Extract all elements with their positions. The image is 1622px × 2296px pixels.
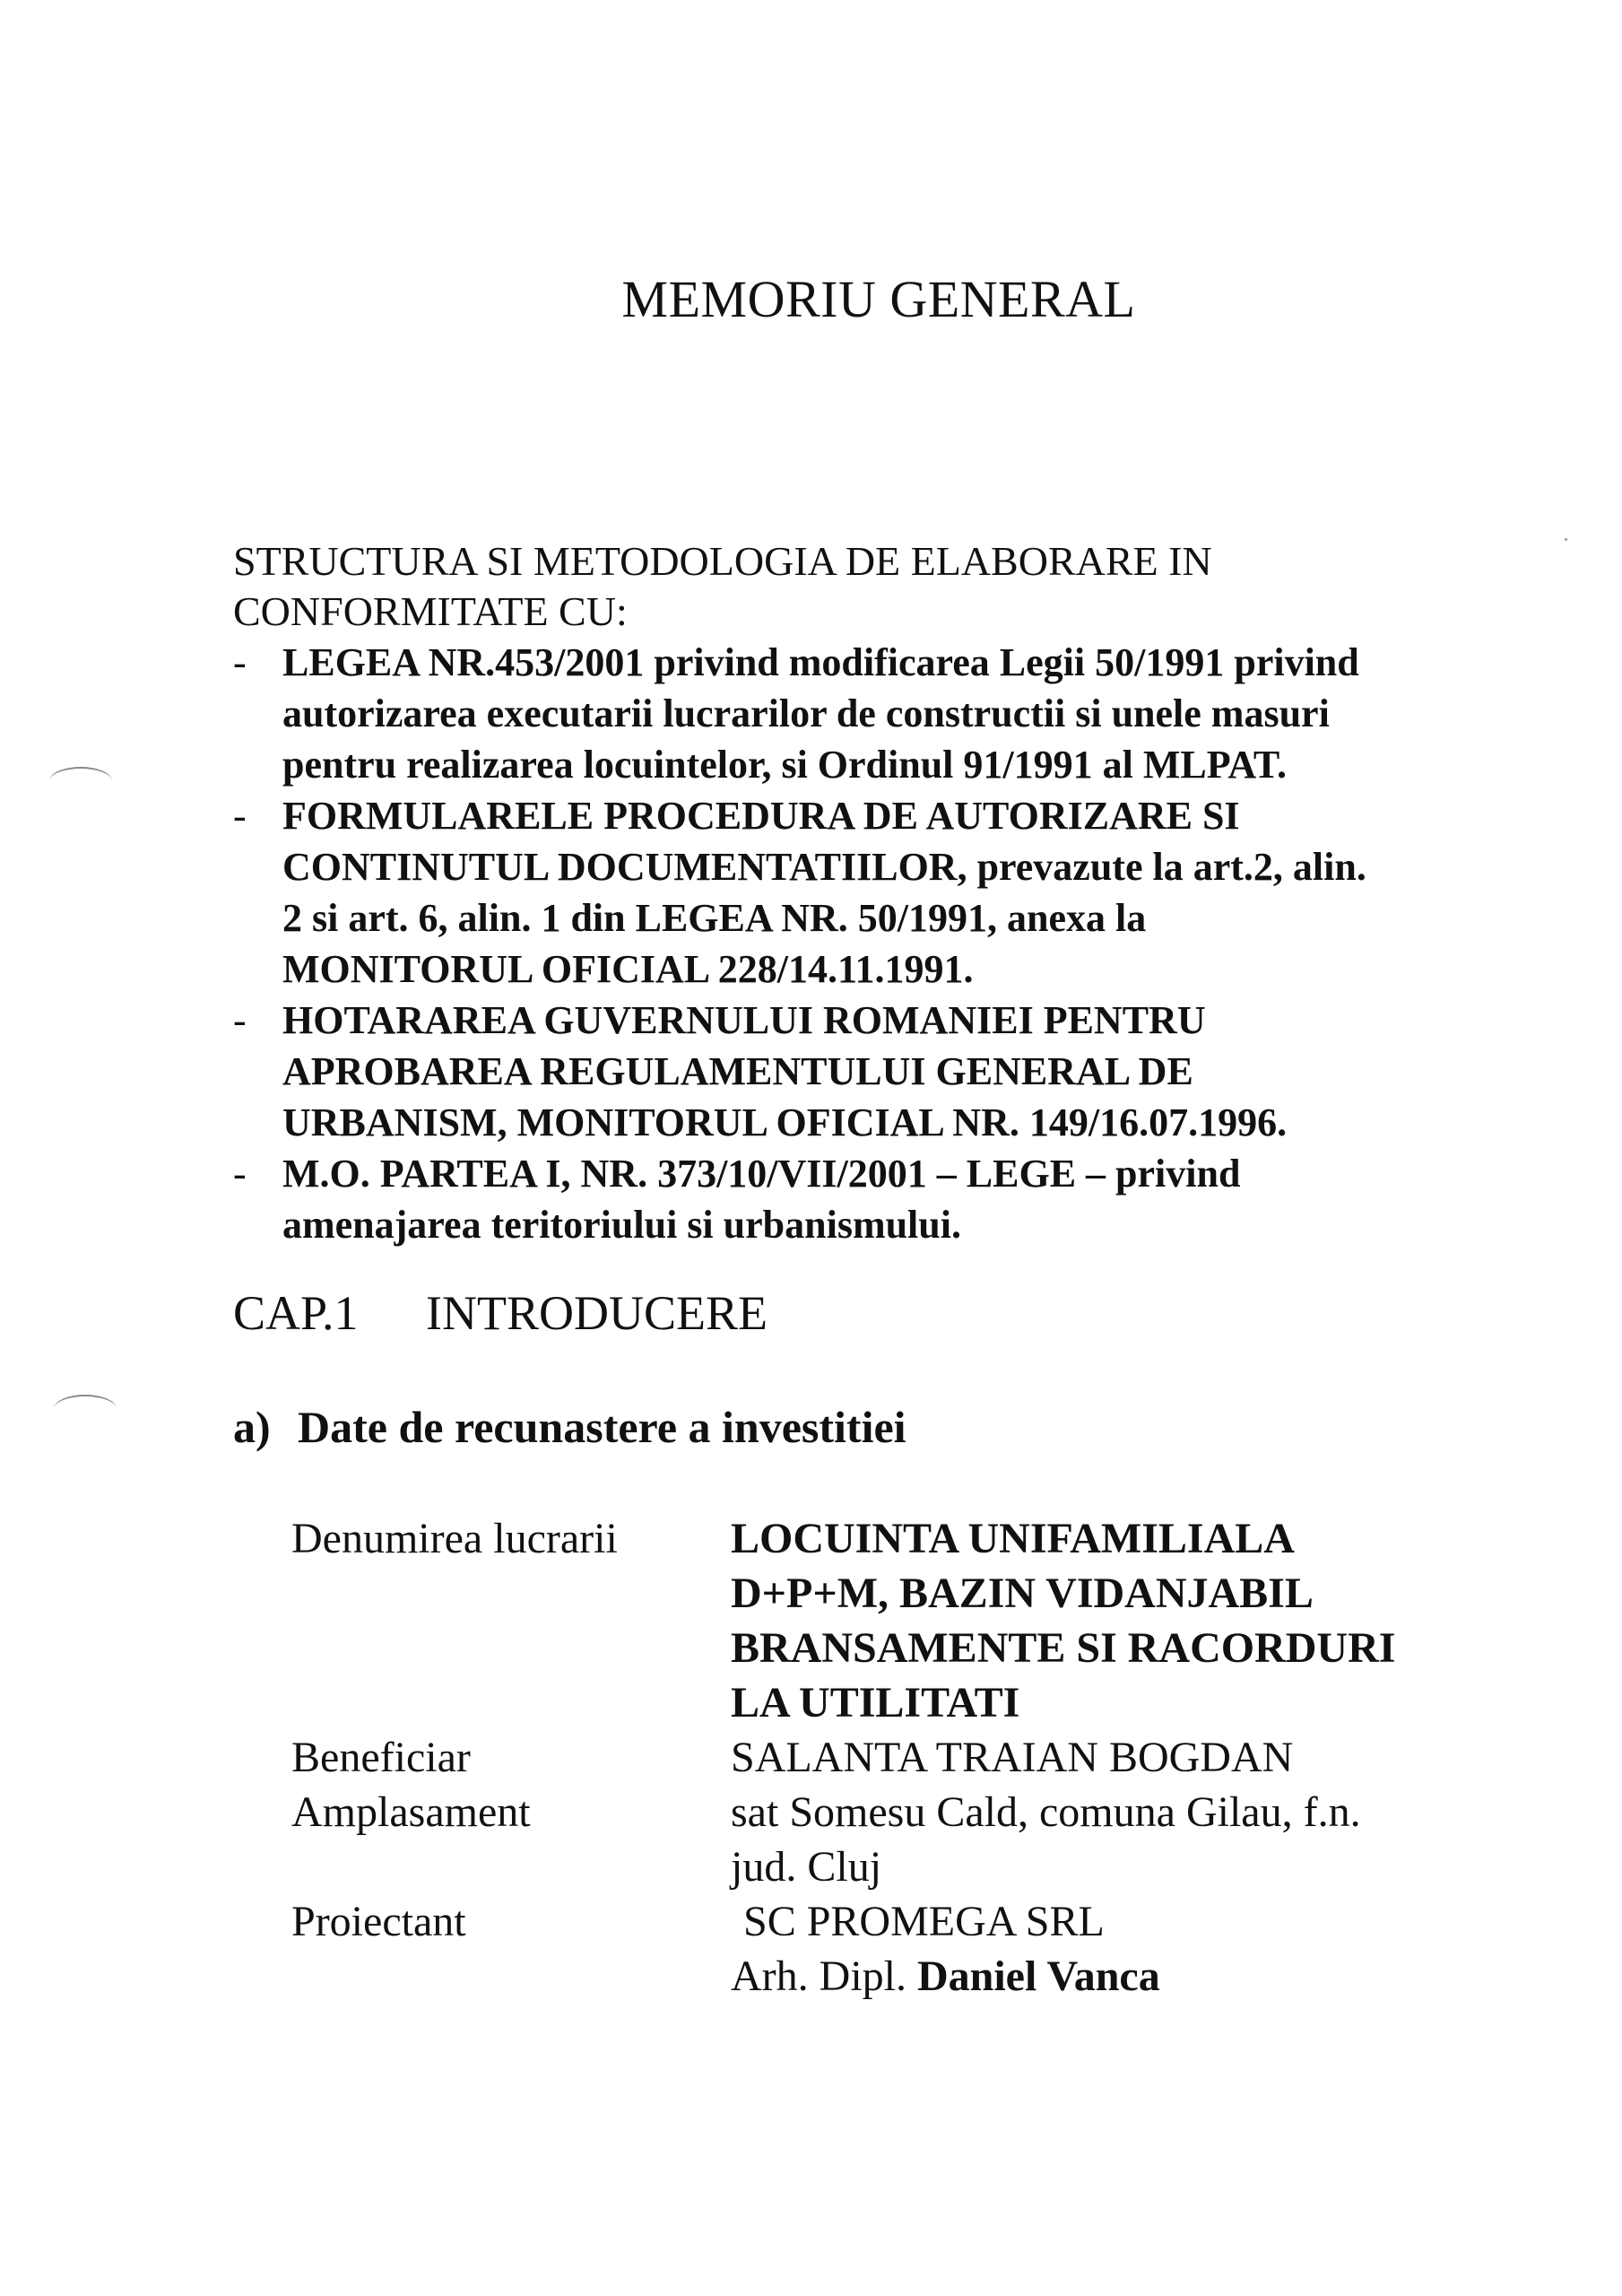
law-line: MONITORUL OFICIAL 228/14.11.1991. [282, 947, 974, 991]
dash-bullet: - [233, 794, 247, 838]
law-line: pentru realizarea locuintelor, si Ordinul 91/1991 al MLPAT. [282, 743, 1287, 787]
info-value [731, 1785, 1547, 1894]
list-item [233, 637, 1524, 790]
scan-punch-mark [49, 767, 112, 796]
info-value [731, 1894, 1547, 2004]
list-item [233, 1148, 1524, 1250]
info-label: Proiectant [291, 1898, 466, 1945]
section-title: Date de recunastere a investitiei [298, 1402, 906, 1452]
info-value-line [731, 1949, 1547, 2004]
structura-heading-line: CONFORMITATE CU: [233, 588, 628, 634]
list-item [233, 995, 1524, 1148]
law-line: FORMULARELE PROCEDURA DE AUTORIZARE SI [282, 794, 1240, 838]
info-row-proiectant [291, 1894, 1547, 2004]
law-line: amenajarea teritoriului si urbanismului. [282, 1203, 961, 1247]
info-label: Denumirea lucrarii [291, 1515, 618, 1562]
info-value-line: BRANSAMENTE SI RACORDURI [731, 1624, 1396, 1672]
info-value: SALANTA TRAIAN BOGDAN [731, 1734, 1294, 1781]
section-heading [233, 1401, 906, 1453]
dash-bullet: - [233, 1152, 247, 1196]
dash-bullet: - [233, 998, 247, 1042]
info-label: Beneficiar [291, 1734, 471, 1781]
dash-bullet: - [233, 640, 247, 684]
info-value [731, 1511, 1547, 1730]
law-line: 2 si art. 6, alin. 1 din LEGEA NR. 50/1991, anexa la [282, 896, 1147, 940]
structura-section [233, 536, 1524, 1250]
investment-info-table [291, 1511, 1547, 2004]
law-line: CONTINUTUL DOCUMENTATIILOR, prevazute la art.2, alin. [282, 845, 1366, 889]
law-line: URBANISM, MONITORUL OFICIAL NR. 149/16.07.1996. [282, 1100, 1288, 1144]
law-line: autorizarea executarii lucrarilor de constructii si unele masuri [282, 691, 1330, 735]
info-value-line: sat Somesu Cald, comuna Gilau, f.n. [731, 1788, 1361, 1836]
info-label: Amplasament [291, 1788, 531, 1836]
info-value-line: D+P+M, BAZIN VIDANJABIL [731, 1570, 1314, 1617]
scan-speck [1565, 538, 1567, 541]
law-line: APROBAREA REGULAMENTULUI GENERAL DE [282, 1049, 1193, 1093]
law-line: M.O. PARTEA I, NR. 373/10/VII/2001 – LEGE – privind [282, 1152, 1241, 1196]
info-row-amplasament [291, 1785, 1547, 1894]
chapter-number: CAP.1 [233, 1286, 359, 1340]
list-item [233, 790, 1524, 995]
law-line: HOTARAREA GUVERNULUI ROMANIEI PENTRU [282, 998, 1206, 1042]
chapter-title: INTRODUCERE [426, 1286, 768, 1340]
scan-punch-mark [54, 1395, 117, 1423]
page-title: MEMORIU GENERAL [621, 270, 1136, 328]
info-value-line: SC PROMEGA SRL [743, 1898, 1105, 1945]
info-value-line: jud. Cluj [731, 1843, 882, 1891]
structura-heading [233, 536, 1524, 637]
info-value-line: LOCUINTA UNIFAMILIALA [731, 1515, 1295, 1562]
info-row-beneficiar [291, 1730, 1547, 1785]
proiectant-name: Daniel Vanca [916, 1952, 1160, 2000]
chapter-heading [233, 1285, 768, 1341]
structura-heading-line: STRUCTURA SI METODOLOGIA DE ELABORARE IN [233, 538, 1212, 584]
info-row-denumire [291, 1511, 1547, 1730]
section-marker: a) [233, 1402, 271, 1452]
law-list [233, 637, 1524, 1250]
proiectant-title: Arh. Dipl. [731, 1952, 906, 2000]
law-line: LEGEA NR.453/2001 privind modificarea Legii 50/1991 privind [282, 640, 1359, 684]
info-value-line: LA UTILITATI [731, 1679, 1020, 1726]
